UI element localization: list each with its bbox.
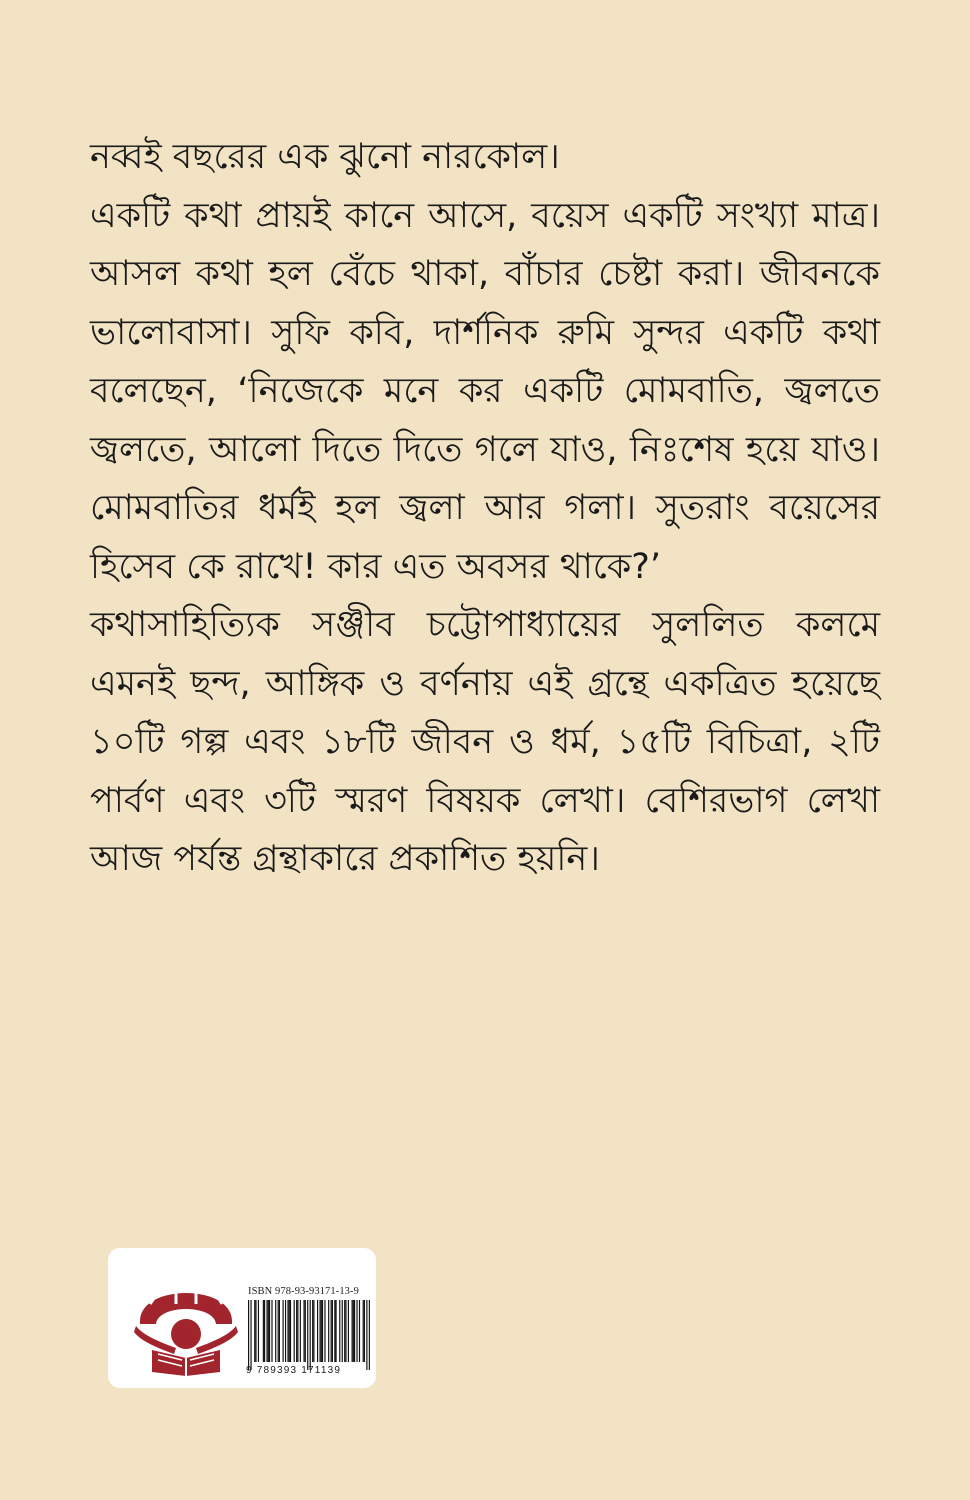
back-cover-blurb bbox=[90, 128, 880, 889]
barcode-bar bbox=[254, 1300, 255, 1362]
barcode-bar bbox=[324, 1300, 325, 1362]
blurb-paragraph-3 bbox=[90, 596, 880, 889]
barcode-bar bbox=[317, 1300, 318, 1362]
barcode-bar bbox=[305, 1300, 306, 1362]
blurb-line: মোমবাতির ধর্মই হল জ্বলা আর গলা। সুতরাং বয়েসের bbox=[90, 488, 880, 528]
blurb-line: জ্বলতে, আলো দিতে দিতে গলে যাও, নিঃশেষ হয়ে যাও। bbox=[90, 429, 880, 470]
barcode-bar bbox=[348, 1300, 349, 1362]
barcode-bar bbox=[345, 1300, 346, 1362]
barcode-bar bbox=[335, 1300, 336, 1362]
blurb-line: ১০টি গল্প এবং ১৮টি জীবন ও ধর্ম, ১৫টি বিচিত্রা, ২টি bbox=[90, 722, 880, 762]
barcode-bar bbox=[266, 1300, 267, 1362]
barcode-bar bbox=[356, 1300, 357, 1362]
barcode-bar bbox=[268, 1300, 269, 1362]
blurb-line: আজ পর্যন্ত গ্রন্থাকারে প্রকাশিত হয়নি। bbox=[90, 839, 600, 879]
barcode-bar bbox=[278, 1300, 279, 1362]
barcode-bar bbox=[369, 1300, 370, 1370]
blurb-line: ভালোবাসা। সুফি কবি, দার্শনিক রুমি সুন্দর একটি কথা bbox=[90, 312, 880, 353]
barcode-bar bbox=[319, 1300, 320, 1362]
barcode-bar bbox=[321, 1300, 322, 1362]
blurb-line: নব্বই বছরের এক ঝুনো নারকোল। bbox=[90, 137, 560, 177]
barcode-bar bbox=[344, 1300, 345, 1362]
barcode-bar bbox=[263, 1300, 264, 1362]
barcode-bar bbox=[352, 1300, 353, 1362]
barcode-bar bbox=[312, 1300, 313, 1362]
barcode-bar bbox=[287, 1300, 288, 1362]
blurb-line: বলেছেন, ‘নিজেকে মনে কর একটি মোমবাতি, জ্বলতে bbox=[90, 371, 880, 411]
barcode-bar bbox=[328, 1300, 329, 1362]
barcode-bar bbox=[339, 1300, 340, 1362]
barcode-bar bbox=[366, 1300, 367, 1370]
barcode-bar bbox=[289, 1300, 290, 1362]
barcode-bar bbox=[250, 1300, 251, 1370]
barcode-bar bbox=[255, 1300, 256, 1362]
blurb-line: কথাসাহিত্যিক সঞ্জীব চট্টোপাধ্যায়ের সুললিত কলমে bbox=[90, 605, 880, 645]
blurb-line: আসল কথা হল বেঁচে থাকা, বাঁচার চেষ্টা করা। জীবনকে bbox=[90, 254, 880, 294]
blurb-line: পার্বণ এবং ৩টি স্মরণ বিষয়ক লেখা। বেশিরভাগ লেখা bbox=[90, 780, 880, 821]
barcode-bar bbox=[300, 1300, 301, 1362]
barcode-digits: 9 789393 171139 bbox=[246, 1365, 342, 1376]
barcode-bar bbox=[271, 1300, 272, 1362]
isbn-label: ISBN 978-93-93171-13-9 bbox=[248, 1286, 359, 1297]
barcode-bar bbox=[307, 1300, 308, 1370]
barcode-bar bbox=[353, 1300, 354, 1362]
barcode-bar bbox=[342, 1300, 343, 1362]
barcode-bar bbox=[322, 1300, 323, 1362]
barcode-bar bbox=[313, 1300, 314, 1362]
barcode-bar bbox=[303, 1300, 304, 1362]
barcode-bar bbox=[359, 1300, 360, 1362]
barcode-bar bbox=[290, 1300, 291, 1362]
blurb-line: হিসেব কে রাখে! কার এত অবসর থাকে?’ bbox=[90, 546, 661, 587]
barcode-bar bbox=[294, 1300, 295, 1362]
barcode-bar bbox=[296, 1300, 297, 1362]
barcode-bar bbox=[310, 1300, 311, 1370]
barcode-bar bbox=[334, 1300, 335, 1362]
barcode-bar bbox=[269, 1300, 270, 1362]
barcode-bar bbox=[364, 1300, 365, 1362]
blurb-paragraph-2 bbox=[90, 187, 880, 597]
isbn-barcode-panel bbox=[108, 1248, 376, 1388]
barcode-bar bbox=[275, 1300, 276, 1362]
barcode-bar bbox=[248, 1300, 249, 1370]
blurb-line: এমনই ছন্দ, আঙ্গিক ও বর্ণনায় এই গ্রন্থে একত্রিত হয়েছে bbox=[90, 663, 880, 704]
barcode-bar bbox=[264, 1300, 265, 1362]
blurb-line: একটি কথা প্রায়ই কানে আসে, বয়েস একটি সংখ্যা মাত্র। bbox=[90, 195, 880, 236]
barcode-bar bbox=[332, 1300, 333, 1362]
blurb-paragraph-1 bbox=[90, 128, 880, 187]
barcode-bar bbox=[354, 1300, 355, 1362]
barcode-bar bbox=[331, 1300, 332, 1362]
barcode-bar bbox=[279, 1300, 280, 1362]
barcode-bar bbox=[297, 1300, 298, 1362]
publisher-logo bbox=[130, 1264, 242, 1376]
barcode-bar bbox=[283, 1300, 284, 1362]
barcode-bar bbox=[258, 1300, 259, 1362]
barcode-bar bbox=[285, 1300, 286, 1362]
barcode-bar bbox=[363, 1300, 364, 1362]
